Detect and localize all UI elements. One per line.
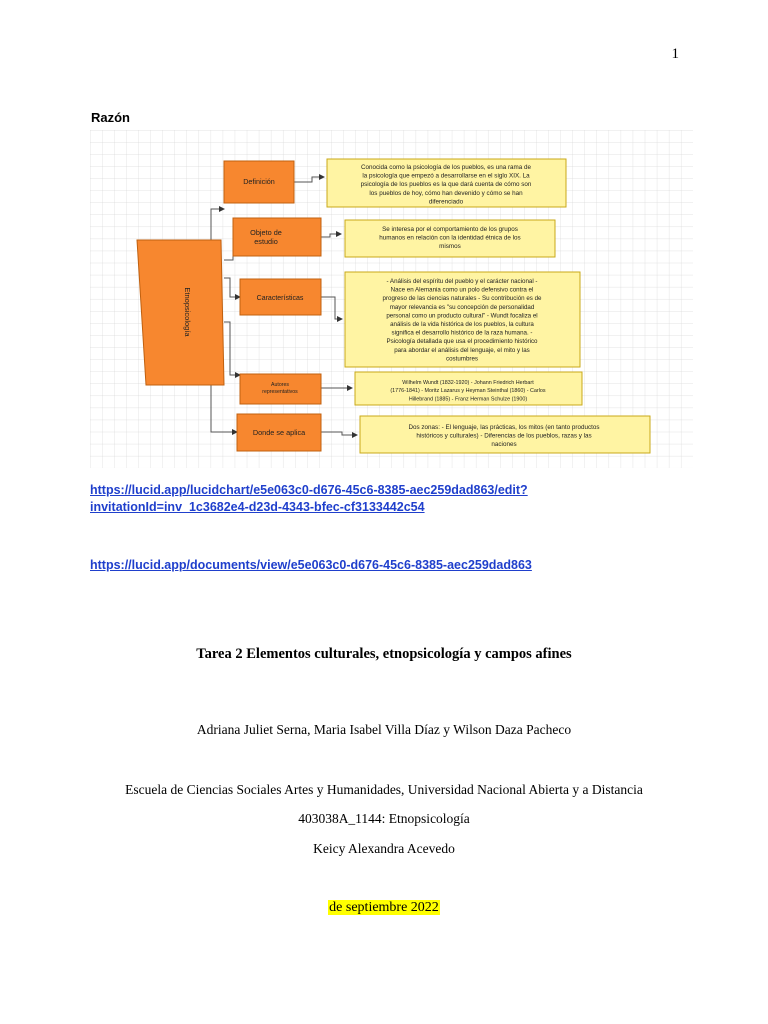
teacher-name: Keicy Alexandra Acevedo <box>313 841 455 856</box>
branch-donde-se-aplica <box>237 414 321 451</box>
detail-text-line: (1776-1841) - Moritz Lazarus y Heyman Steinthal (1860) - Carlos <box>390 388 546 395</box>
detail-text-line: psicología de los pueblos es la que dará cuenta de cómo son <box>360 181 532 189</box>
detail-text-line: los pueblos de hoy, cómo han devenido y cómo se han <box>369 189 523 197</box>
branch-caracteristicas <box>240 279 321 315</box>
course-code: 403038A_1144: Etnopsicología <box>298 811 470 826</box>
detail-autores <box>355 372 582 405</box>
detail-text-line: Nace en Alemania como un polo defensivo contra el <box>390 286 534 294</box>
detail-text-line: significa el desarrollo histórico de la raza humana. - <box>391 329 533 337</box>
detail-text-line: Conocida como la psicología de los pueblos, es una rama de <box>360 164 532 171</box>
detail-text-line: costumbres <box>446 355 478 363</box>
branch-definicion-label: Definición <box>243 177 275 186</box>
page-number: 1 <box>671 46 679 62</box>
branch-definicion <box>224 161 294 203</box>
lucidchart-edit-link-line1[interactable]: https://lucid.app/lucidchart/e5e063c0-d676-45c6-8385-aec259dad863/edit? <box>90 483 528 497</box>
branch-donde-label: Donde se aplica <box>252 428 306 437</box>
detail-text-line: Se interesa por el comportamiento de los grupos <box>382 226 518 233</box>
detail-caracteristicas-text <box>383 278 542 362</box>
branch-objeto-estudio <box>233 218 321 256</box>
detail-text-line: humanos en relación con la identidad étnica de los <box>379 234 521 242</box>
detail-text-line: Hillebrand (1885) - Franz Herman Schulze (1900) <box>408 396 528 403</box>
detail-text-line: análisis de la vida histórica de los pueblos, la cultura <box>390 321 534 328</box>
date-line <box>0 900 768 916</box>
detail-definicion <box>327 159 566 207</box>
section-heading: Razón <box>91 110 130 125</box>
detail-text-line: mayor relevancia es "su concepción de personalidad <box>389 303 535 311</box>
detail-text-line: Dos zonas: - El lenguaje, las prácticas, los mitos (en tanto productos <box>408 424 600 431</box>
date-highlight: de septiembre 2022 <box>329 900 439 915</box>
authors: Adriana Juliet Serna, Maria Isabel Villa Díaz y Wilson Daza Pacheco <box>196 722 572 737</box>
document-title: Tarea 2 Elementos culturales, etnopsicología y campos afines <box>196 646 572 662</box>
lucid-view-link[interactable]: https://lucid.app/documents/view/e5e063c0-d676-45c6-8385-aec259dad863 <box>90 558 532 572</box>
branch-autores-label-line2: representativos <box>262 389 298 395</box>
detail-text-line: diferenciado <box>428 198 464 206</box>
detail-text-line: para abordar el análisis del lenguaje, el mito y las <box>394 346 530 354</box>
detail-text-line: históricos y culturales) - Diferencias de los pueblos, razas y las <box>416 432 592 440</box>
detail-donde-se-aplica <box>360 416 650 453</box>
lucidchart-edit-link-line2[interactable]: invitationId=inv_1c3682e4-d23d-4343-bfec-cf3133442c54 <box>90 500 425 514</box>
school-name: Escuela de Ciencias Sociales Artes y Humanidades, Universidad Nacional Abierta y a Distancia <box>125 782 643 797</box>
branch-caracteristicas-label: Características <box>256 295 304 302</box>
detail-text-line: Wilhelm Wundt (1832-1920) - Johann Friedrich Herbart <box>402 380 534 386</box>
central-node <box>137 240 224 385</box>
detail-text-line: la psicología que empezó a desarrollarse en el siglo XIX. La <box>362 172 530 180</box>
detail-text-line: - Análisis del espíritu del pueblo y el carácter nacional - <box>386 278 538 285</box>
detail-text-line: Psicología detallada que usa el procedimiento histórico <box>386 338 538 346</box>
detail-objeto-estudio <box>345 220 555 257</box>
branch-objeto-label-line2: estudio <box>254 237 278 246</box>
detail-text-line: personal como un producto cultural" - Wundt focaliza el <box>386 312 538 320</box>
mindmap-diagram <box>90 130 693 468</box>
branch-objeto-label-line1: Objeto de <box>250 228 282 237</box>
detail-autores-text <box>390 380 546 402</box>
detail-text-line: mismos <box>439 242 461 250</box>
branch-autores <box>240 374 321 404</box>
detail-text-line: progreso de las ciencias naturales - Su contribución es de <box>382 295 542 303</box>
detail-caracteristicas <box>345 272 580 367</box>
detail-text-line: naciones <box>491 440 517 448</box>
central-node-label: Etnopsicología <box>183 287 192 337</box>
lucidchart-edit-link[interactable] <box>90 482 528 516</box>
branch-autores-label-line1: Autores <box>271 382 289 388</box>
